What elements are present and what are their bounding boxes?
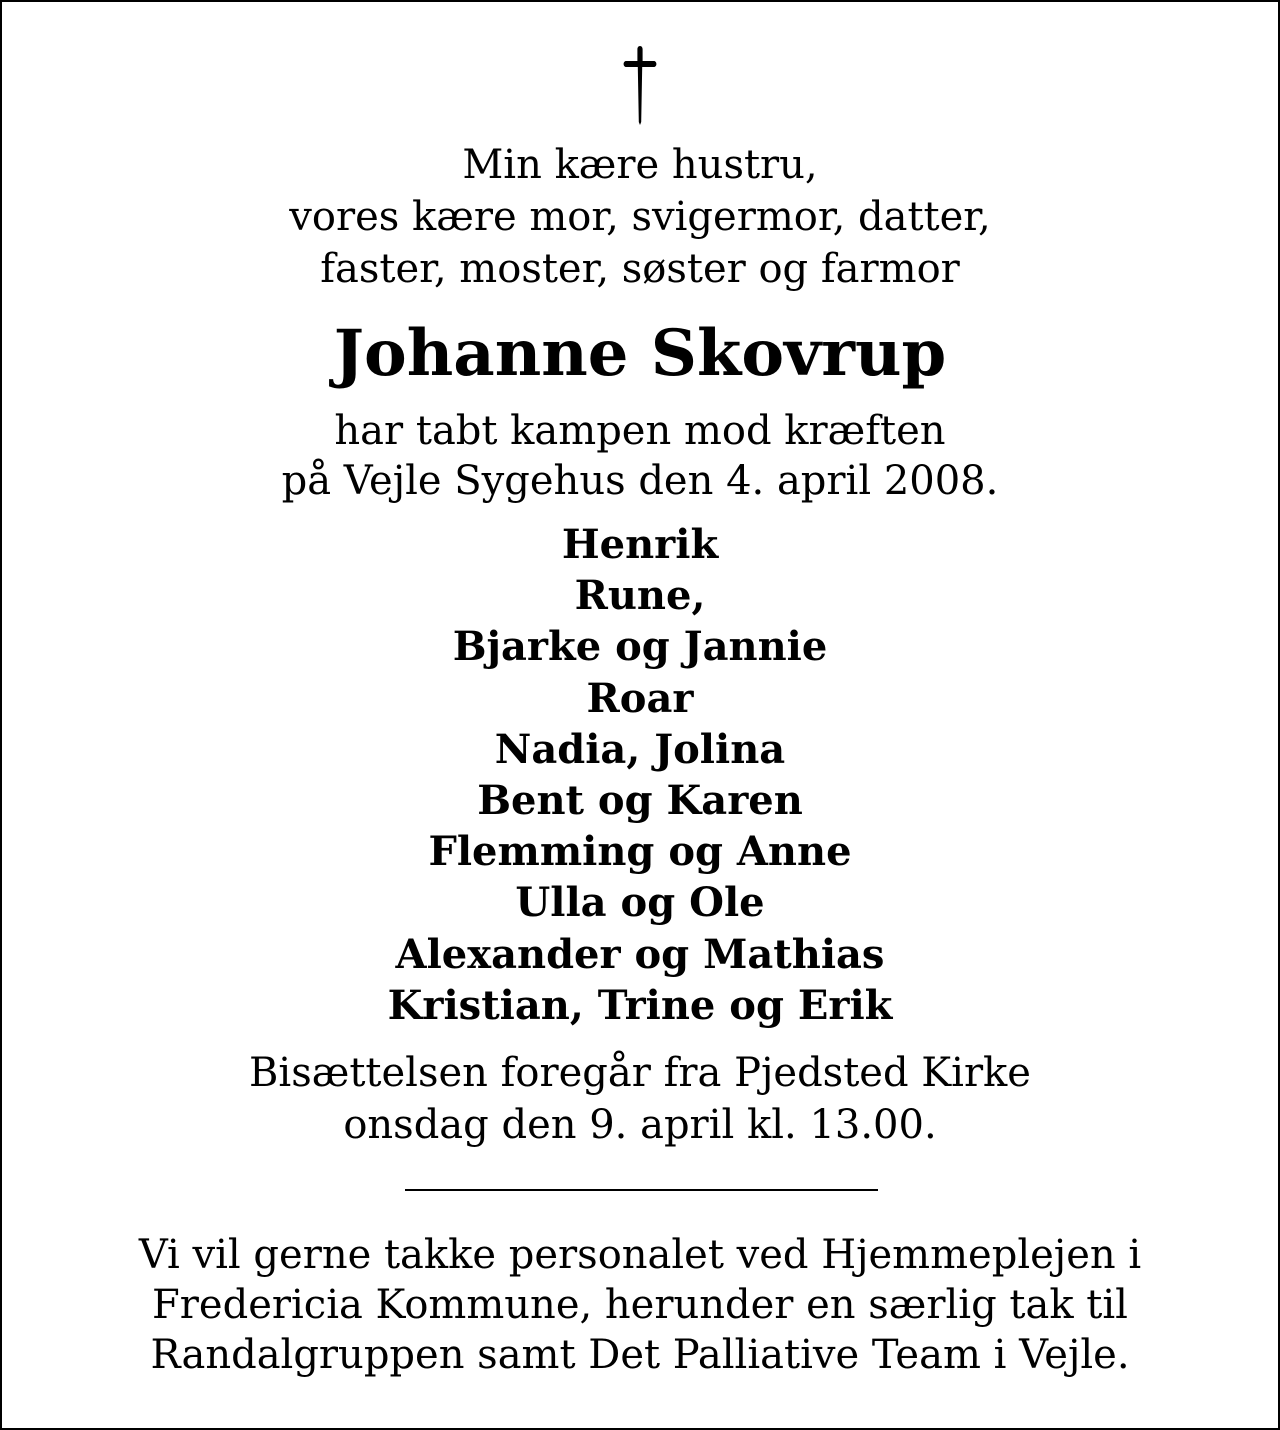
- intro-text: [2, 139, 1278, 295]
- family-member: Nadia, Jolina: [494, 725, 786, 773]
- cause-line: har tabt kampen mod kræften: [334, 408, 946, 454]
- intro-line: faster, moster, søster og farmor: [320, 246, 960, 292]
- divider: [405, 1189, 878, 1191]
- family-member: Alexander og Mathias: [395, 930, 885, 978]
- thanks-line: Randalgruppen samt Det Palliative Team i Vejle.: [150, 1332, 1130, 1378]
- thanks-line: Fredericia Kommune, herunder en særlig tak til: [152, 1282, 1128, 1328]
- family-member: Bjarke og Jannie: [452, 623, 828, 671]
- intro-line: vores kære mor, svigermor, datter,: [289, 194, 991, 240]
- funeral-details: [2, 1047, 1278, 1151]
- funeral-line: Bisættelsen foregår fra Pjedsted Kirke: [249, 1050, 1031, 1096]
- family-member: Ulla og Ole: [515, 879, 765, 927]
- funeral-line: onsdag den 9. april kl. 13.00.: [343, 1102, 937, 1148]
- family-member: Rune,: [574, 572, 706, 620]
- family-member: Bent og Karen: [477, 777, 803, 825]
- cross-icon: [2, 44, 1278, 126]
- family-list: [2, 519, 1278, 1031]
- intro-line: Min kære hustru,: [462, 142, 818, 188]
- thanks-text: [2, 1230, 1278, 1380]
- thanks-line: Vi vil gerne takke personalet ved Hjemmeplejen i: [138, 1232, 1142, 1278]
- family-member: Roar: [586, 674, 694, 722]
- family-member: Henrik: [561, 521, 719, 568]
- cause-text: [2, 406, 1278, 506]
- cause-line: på Vejle Sygehus den 4. april 2008.: [281, 458, 999, 504]
- family-member: Flemming og Anne: [428, 828, 852, 876]
- deceased-name: Johanne Skovrup: [333, 316, 947, 391]
- family-member: Kristian, Trine og Erik: [387, 981, 893, 1029]
